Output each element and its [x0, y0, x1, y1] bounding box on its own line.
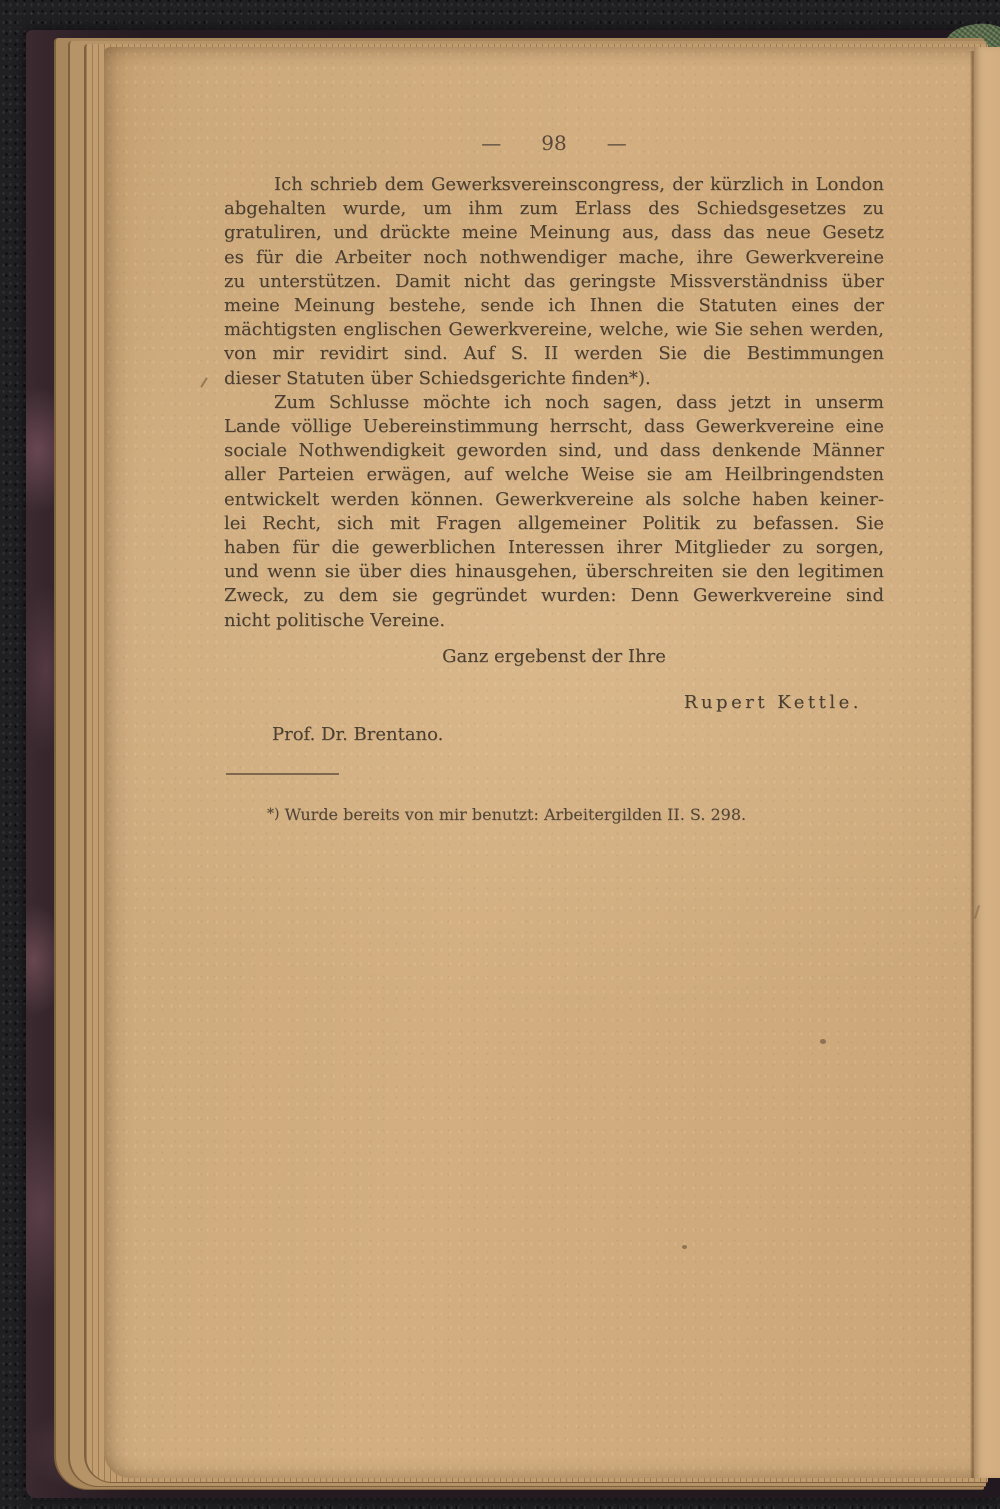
scan-speck	[682, 1245, 687, 1249]
text-line: mächtigsten englischen Gewerkvereine, welche, wie Sie sehen werden,	[224, 319, 884, 341]
text-line: meine Meinung bestehe, sende ich Ihnen die Statuten eines der	[224, 295, 884, 317]
text-line: gratuliren, und drückte meine Meinung aus, dass das neue Gesetz	[224, 222, 884, 244]
header-dash-right: —	[606, 131, 627, 155]
footnote-divider	[226, 773, 339, 775]
text-line: abgehalten wurde, um ihm zum Erlass des Schiedsgesetzes zu	[224, 198, 884, 220]
text-line: nicht politische Vereine.	[224, 609, 446, 631]
header-dash-left: —	[481, 131, 502, 155]
footnote	[267, 803, 887, 826]
text-line: Zweck, zu dem sie gegründet wurden: Denn Gewerkvereine sind	[224, 585, 884, 607]
letter-body	[224, 173, 884, 747]
valediction: Ganz ergebenst der Ihre	[442, 645, 666, 667]
text-line: es für die Arbeiter noch nothwendiger mache, ihre Gewerkvereine	[224, 246, 884, 268]
text-line: Lande völlige Uebereinstimmung herrscht, dass Gewerkvereine eine	[224, 416, 884, 438]
book-page	[104, 47, 1000, 1478]
footnote-marker: *)	[267, 806, 280, 822]
margin-fold-mark	[200, 377, 208, 387]
page-fold-crease	[970, 51, 974, 1478]
scan-speck	[820, 1039, 826, 1044]
page-header	[224, 131, 884, 155]
next-page-edge	[974, 47, 1000, 1478]
text-line: Ich schrieb dem Gewerksvereinscongress, der kürzlich in London	[274, 174, 884, 195]
text-line: zu unterstützen. Damit nicht das geringste Missverständniss über	[224, 270, 884, 292]
paragraph-2	[224, 391, 884, 633]
text-line: entwickelt werden können. Gewerkvereine als solche haben keiner-	[224, 488, 884, 510]
addressee: Prof. Dr. Brentano.	[272, 724, 444, 746]
text-line: dieser Statuten über Schiedsgerichte finden*).	[224, 367, 651, 389]
signature: Rupert Kettle.	[683, 692, 862, 714]
paragraph-1	[224, 173, 884, 391]
text-line: Zum Schlusse möchte ich noch sagen, dass jetzt in unserm	[274, 391, 884, 413]
text-line: von mir revidirt sind. Auf S. II werden Sie die Bestimmungen	[224, 343, 884, 365]
page-number: 98	[541, 131, 567, 155]
footnote-text: Wurde bereits von mir benutzt: Arbeitergilden II. S. 298.	[284, 805, 747, 824]
text-line: aller Parteien erwägen, auf welche Weise sie am Heilbringendsten	[224, 464, 884, 486]
text-line: haben für die gewerblichen Interessen ihrer Mitglieder zu sorgen,	[224, 537, 884, 559]
text-line: und wenn sie über dies hinausgehen, überschreiten sie den legitimen	[224, 561, 884, 583]
text-line: sociale Nothwendigkeit geworden sind, und dass denkende Männer	[224, 440, 884, 462]
text-line: lei Recht, sich mit Fragen allgemeiner Politik zu befassen. Sie	[224, 512, 884, 534]
